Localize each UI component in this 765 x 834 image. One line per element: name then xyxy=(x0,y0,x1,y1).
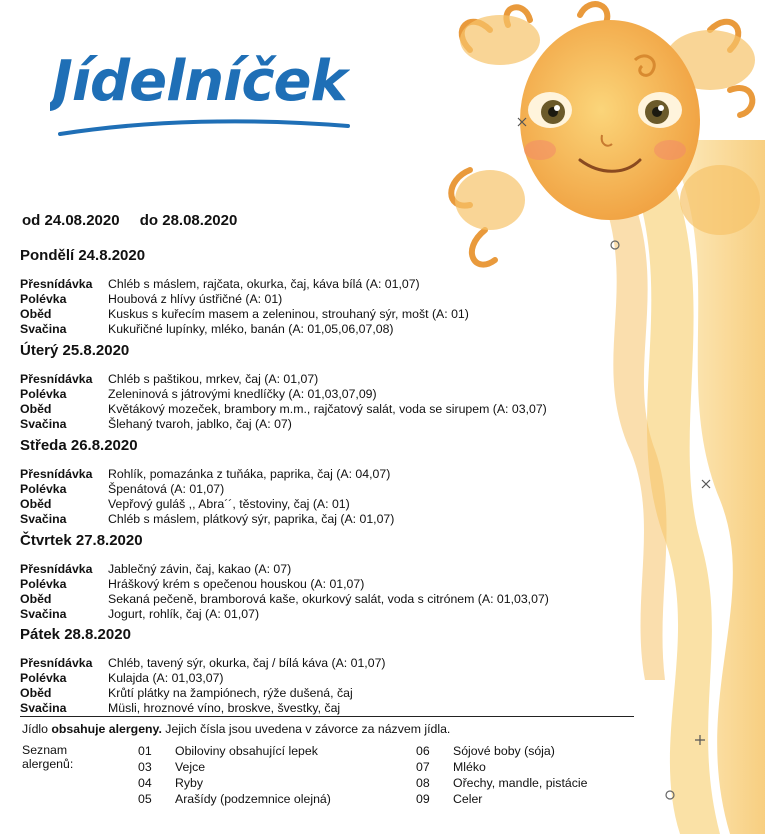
note-prefix: Jídlo xyxy=(22,722,52,736)
allergen-name: Vejce xyxy=(175,760,206,774)
allergen-name: Celer xyxy=(453,792,483,806)
meal-row xyxy=(20,671,386,686)
meal-label: Svačina xyxy=(20,512,67,526)
meal-row xyxy=(20,387,547,402)
allergen-name: Ořechy, mandle, pistácie xyxy=(453,776,588,790)
allergen-num: 04 xyxy=(138,776,152,790)
day-title: Pondělí 24.8.2020 xyxy=(20,247,146,264)
meal-label: Přesnídávka xyxy=(20,372,93,386)
meal-row xyxy=(20,402,547,417)
date-from: od 24.08.2020 xyxy=(22,212,120,229)
meal-text: Chléb s máslem, rajčata, okurka, čaj, káva bílá (A: 01,07) xyxy=(108,277,420,291)
meal-label: Polévka xyxy=(20,292,67,306)
allergen-num: 07 xyxy=(416,760,430,774)
meal-text: Rohlík, pomazánka z tuňáka, paprika, čaj (A: 04,07) xyxy=(108,467,391,481)
meal-text: Hráškový krém s opečenou houskou (A: 01,07) xyxy=(108,577,365,591)
meal-label: Oběd xyxy=(20,592,52,606)
meal-row xyxy=(20,372,547,387)
meal-row xyxy=(20,467,394,482)
meal-text: Houbová z hlívy ústřičné (A: 01) xyxy=(108,292,283,306)
meal-row xyxy=(20,656,386,671)
meal-row xyxy=(20,686,386,701)
meal-row xyxy=(20,277,469,292)
allergen-item xyxy=(138,791,331,807)
allergen-name: Arašídy (podzemnice olejná) xyxy=(175,792,331,806)
meal-text: Šlehaný tvaroh, jablko, čaj (A: 07) xyxy=(108,417,292,431)
day-title: Úterý 25.8.2020 xyxy=(20,342,130,359)
meal-label: Polévka xyxy=(20,387,67,401)
meal-text: Jogurt, rohlík, čaj (A: 01,07) xyxy=(108,607,260,621)
meal-row xyxy=(20,307,469,322)
date-range xyxy=(22,212,253,229)
day-thursday xyxy=(20,532,549,622)
meal-label: Svačina xyxy=(20,607,67,621)
meal-text: Špenátová (A: 01,07) xyxy=(108,482,225,496)
meal-label: Svačina xyxy=(20,701,67,715)
meal-row xyxy=(20,292,469,307)
logo xyxy=(50,38,350,138)
meal-label: Oběd xyxy=(20,402,52,416)
divider xyxy=(20,716,634,717)
meal-text: Kukuřičné lupínky, mléko, banán (A: 01,05,06,07,08) xyxy=(108,322,394,336)
note-bold: obsahuje alergeny. xyxy=(51,722,162,736)
allergen-num: 01 xyxy=(138,744,152,758)
meal-text: Květákový mozeček, brambory m.m., rajčatový salát, voda se sirupem (A: 03,07) xyxy=(108,402,547,416)
day-friday xyxy=(20,626,386,716)
day-title: Čtvrtek 27.8.2020 xyxy=(20,532,143,549)
allergen-item xyxy=(138,759,205,775)
note-rest: Jejich čísla jsou uvedena v závorce za názvem jídla. xyxy=(161,722,451,736)
allergen-item xyxy=(416,791,482,807)
meal-label: Přesnídávka xyxy=(20,656,93,670)
allergen-item xyxy=(138,743,318,759)
meal-row xyxy=(20,701,386,716)
allergen-name: Mléko xyxy=(453,760,486,774)
meal-row xyxy=(20,512,394,527)
allergen-num: 03 xyxy=(138,760,152,774)
allergen-num: 08 xyxy=(416,776,430,790)
meal-row xyxy=(20,417,547,432)
meal-text: Kuskus s kuřecím masem a zeleninou, strouhaný sýr, mošt (A: 01) xyxy=(108,307,469,321)
allergen-num: 09 xyxy=(416,792,430,806)
day-tuesday xyxy=(20,342,547,432)
meal-label: Svačina xyxy=(20,322,67,336)
meal-text: Zeleninová s játrovými knedlíčky (A: 01,03,07,09) xyxy=(108,387,377,401)
meal-label: Oběd xyxy=(20,686,52,700)
meal-label: Svačina xyxy=(20,417,67,431)
day-monday xyxy=(20,247,469,337)
meal-text: Chléb, tavený sýr, okurka, čaj / bílá káva (A: 01,07) xyxy=(108,656,386,670)
meal-text: Sekaná pečeně, bramborová kaše, okurkový salát, voda s citrónem (A: 01,03,07) xyxy=(108,592,549,606)
allergen-list-title: Seznam alergenů: xyxy=(22,743,74,771)
meal-row xyxy=(20,607,549,622)
meal-label: Polévka xyxy=(20,671,67,685)
meal-row xyxy=(20,592,549,607)
allergen-item xyxy=(138,775,203,791)
allergen-num: 05 xyxy=(138,792,152,806)
meal-label: Přesnídávka xyxy=(20,467,93,481)
allergen-item xyxy=(416,775,587,791)
day-title: Pátek 28.8.2020 xyxy=(20,626,131,643)
meal-text: Kulajda (A: 01,03,07) xyxy=(108,671,224,685)
allergen-name: Obiloviny obsahující lepek xyxy=(175,744,318,758)
meal-text: Krůtí plátky na žampiónech, rýže dušená, čaj xyxy=(108,686,353,700)
meal-label: Přesnídávka xyxy=(20,277,93,291)
allergen-num: 06 xyxy=(416,744,430,758)
meal-label: Oběd xyxy=(20,497,52,511)
allergen-note xyxy=(22,722,450,737)
allergen-name: Sójové boby (sója) xyxy=(453,744,555,758)
meal-row xyxy=(20,497,394,512)
logo-swoosh xyxy=(60,121,348,134)
logo-text: Jídelníček xyxy=(52,49,347,114)
meal-label: Oběd xyxy=(20,307,52,321)
meal-text: Müsli, hroznové víno, broskve, švestky, čaj xyxy=(108,701,341,715)
meal-text: Vepřový guláš ,, Abra´´, těstoviny, čaj (A: 01) xyxy=(108,497,350,511)
date-to: do 28.08.2020 xyxy=(139,212,238,229)
meal-label: Přesnídávka xyxy=(20,562,93,576)
day-title: Středa 26.8.2020 xyxy=(20,437,138,454)
meal-label: Polévka xyxy=(20,577,67,591)
allergen-item xyxy=(416,759,486,775)
meal-row xyxy=(20,482,394,497)
meal-text: Jablečný závin, čaj, kakao (A: 07) xyxy=(108,562,292,576)
allergen-item xyxy=(416,743,555,759)
meal-text: Chléb s máslem, plátkový sýr, paprika, čaj (A: 01,07) xyxy=(108,512,395,526)
meal-label: Polévka xyxy=(20,482,67,496)
allergen-name: Ryby xyxy=(175,776,204,790)
meal-row xyxy=(20,577,549,592)
meal-row xyxy=(20,562,549,577)
day-wednesday xyxy=(20,437,394,527)
meal-row xyxy=(20,322,469,337)
meal-text: Chléb s paštikou, mrkev, čaj (A: 01,07) xyxy=(108,372,319,386)
